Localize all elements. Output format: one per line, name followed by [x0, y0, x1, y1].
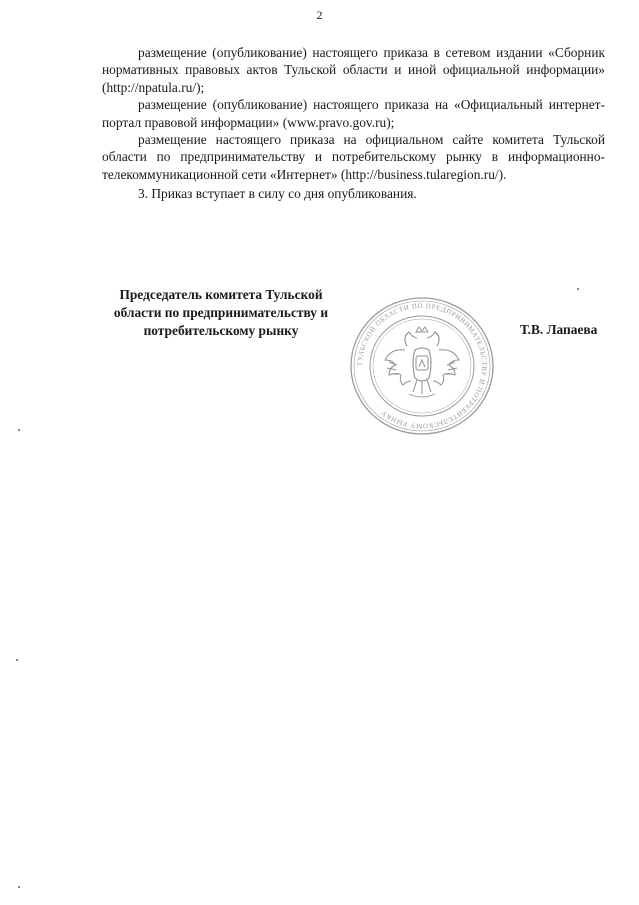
seal-outer-ring: [351, 298, 493, 434]
scan-speck: [16, 659, 18, 661]
double-headed-eagle-icon: [385, 327, 459, 397]
svg-text:ТУЛЬСКОЙ ОБЛАСТИ ПО ПРЕДПРИНИМ: [356, 302, 488, 430]
signer-position-line: Председатель комитета Тульской: [119, 287, 323, 302]
paragraph-publication-pravo: размещение (опубликование) настоящего приказа на «Официальный интернет-портал правовой информации» (www.pravo.gov.ru);: [102, 97, 605, 130]
seal-text: ТУЛЬСКОЙ ОБЛАСТИ ПО ПРЕДПРИНИМАТЕЛЬСТВУ И ПОТРЕБИТЕЛЬСКОМУ РЫНКУ: [355, 301, 489, 431]
scan-speck: [18, 429, 20, 431]
signer-position: [92, 286, 350, 340]
signer-position-line: потребительскому рынку: [143, 323, 299, 338]
document-body: [102, 44, 605, 203]
scan-speck: [577, 288, 579, 290]
scan-speck: [18, 886, 20, 888]
paragraph-publication-website: размещение настоящего приказа на официальном сайте комитета Тульской области по предпринимательству и потребительскому рынку в информационно-телекоммуникационной сети «Интернет» (http://business.tularegion.ru/).: [102, 132, 605, 182]
signer-position-line: области по предпринимательству и: [113, 305, 329, 320]
paragraph-publication-npatula: размещение (опубликование) настоящего приказа в сетевом издании «Сборник нормативных правовых актов Тульской области и иной официальной информации» (http://npatula.ru/);: [102, 45, 605, 95]
page-number: 2: [316, 8, 323, 22]
signer-name: Т.В. Лапаева: [520, 322, 598, 337]
paragraph-effective-date: 3. Приказ вступает в силу со дня опубликования.: [138, 186, 417, 202]
coat-of-arms-seal-icon: [347, 294, 497, 439]
